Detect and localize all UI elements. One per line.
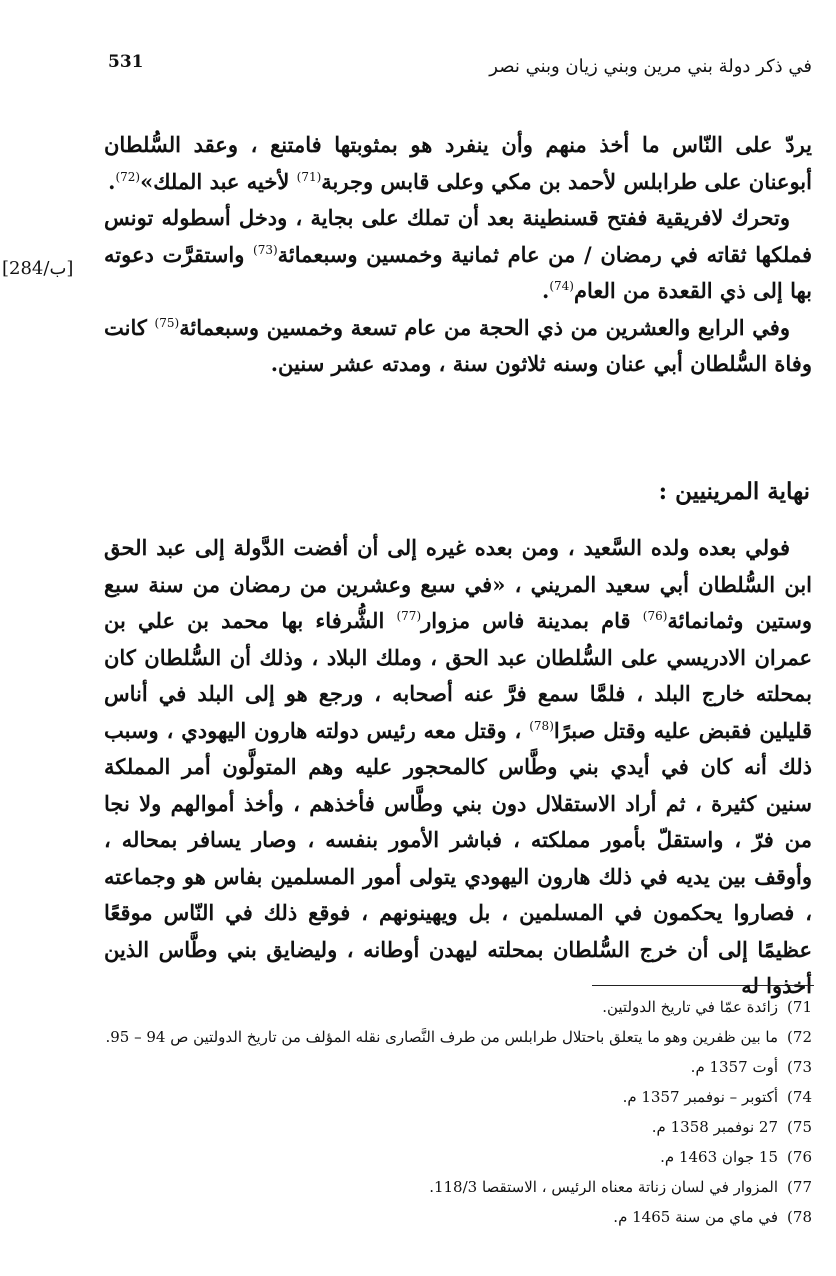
footnote-ref: (76): [642, 609, 668, 623]
footnote: 72)ما بين ظفرين وهو ما يتعلق باحتلال طرابلس من طرف النَّصارى نقله المؤلف من تاريخ الدولتين ص 94 – 95.: [105, 1028, 812, 1046]
footnote: 76)15 جوان 1463 م.: [660, 1148, 812, 1166]
footnote: 78)في ماي من سنة 1465 م.: [613, 1208, 812, 1226]
footnote-ref: (74): [549, 279, 574, 293]
section-heading: نهاية المرينيين :: [658, 478, 810, 505]
footnote: 73)أوت 1357 م.: [690, 1058, 812, 1076]
paragraph: يردّ على النّاس ما أخذ منهم وأن ينفرد هو بمثوبتها فامتنع ، وعقد السُّلطان أبوعنان على طرابلس لأحمد بن مكي وعلى قابس وجربة$^{(71)}$ لأخيه عبد الملك»$^{(72)}$.: [104, 132, 812, 194]
footnote-ref: (75): [154, 315, 180, 330]
footnote-ref: (78): [529, 718, 554, 733]
section-text-2: [104, 530, 812, 1005]
paragraph: فولي بعده ولده السَّعيد ، ومن بعده غيره إلى أن أفضت الدَّولة إلى عبد الحق ابن السُّلطان أبي سعيد المريني ، «في سبع وعشرين من رمضان من سنة سبع وستين وثمانمائة$^{(76)}$ قام بمدينة فاس مزوار$^{(77)}$ الشُّرفاء بها محمد بن علي بن عمران الادريسي على السُّلطان عبد الحق ، وملك البلاد ، وذلك أن السُّلطان كان بمحلته خارج البلد ، فلمَّا سمع فرَّ عنه أصحابه ، ورجع هو إلى البلد في أناس قليلين فقبض عليه وقتل صبرًا$^{(78)}$ ، وقتل معه رئيس دولته هارون اليهودي ، وسبب ذلك أنه كان في أيدي بني وطَّاس كالمحجور عليه وهم المتولَّون أمر المملكة سنين كثيرة ، ثم أراد الاستقلال دون بني وطَّاس فأخذهم ، وأخذ أموالهم ولا نجا من فرّ ، واستقلّ بأمور مملكته ، فباشر الأمور بنفسه ، وصار يسافر بمحاله ، وأوقف بين يديه في ذلك هارون اليهودي يتولى أمور المسلمين بفاس هو وجماعته ، فصاروا يحكمون في المسلمين ، بل ويهينونهم ، فوقع ذلك في النّاس موقعًا عظيمًا إلى أن خرج السُّلطان بمحلته ليهدن أوطانه ، وليضايق بني وطَّاس الذين أخذوا له: [104, 535, 813, 998]
page-number: 531: [108, 52, 144, 72]
footnote-ref: (77): [396, 609, 422, 623]
running-head: في ذكر دولة بني مرين وبني زيان وبني نصر: [489, 56, 812, 77]
footnotes: [72, 992, 812, 1232]
footnote: 71)زائدة عمّا في تاريخ الدولتين.: [602, 998, 812, 1016]
paragraph: وتحرك لافريقية ففتح قسنطينة بعد أن تملك على بجاية ، ودخل أسطوله تونس فملكها ثقاته في رمضان / من عام ثمانية وخمسين وسبعمائة$^{(73)}$ واستقرَّت دعوته بها إلى ذي القعدة من العام$^{(74)}$.: [104, 205, 813, 303]
footnote-ref: (72): [115, 169, 141, 184]
footnote: 74)أكتوبر – نوفمبر 1357 م.: [622, 1088, 812, 1106]
paragraph: وفي الرابع والعشرين من ذي الحجة من عام تسعة وخمسين وسبعمائة$^{(75)}$ كانت وفاة السُّلطان أبي عنان وسنه ثلاثون سنة ، ومدته عشر سنين.: [104, 314, 812, 376]
footnote-ref: (71): [296, 169, 322, 184]
margin-folio-reference: [284/ب]: [2, 258, 74, 279]
section-text-1: [104, 127, 812, 383]
footnote-divider: [592, 985, 814, 986]
footnote-ref: (73): [253, 242, 278, 257]
footnote: 75)27 نوفمبر 1358 م.: [651, 1118, 812, 1136]
footnote: 77)المزوار في لسان زناتة معناه الرئيس ، الاستقصا 118/3.: [429, 1178, 812, 1196]
